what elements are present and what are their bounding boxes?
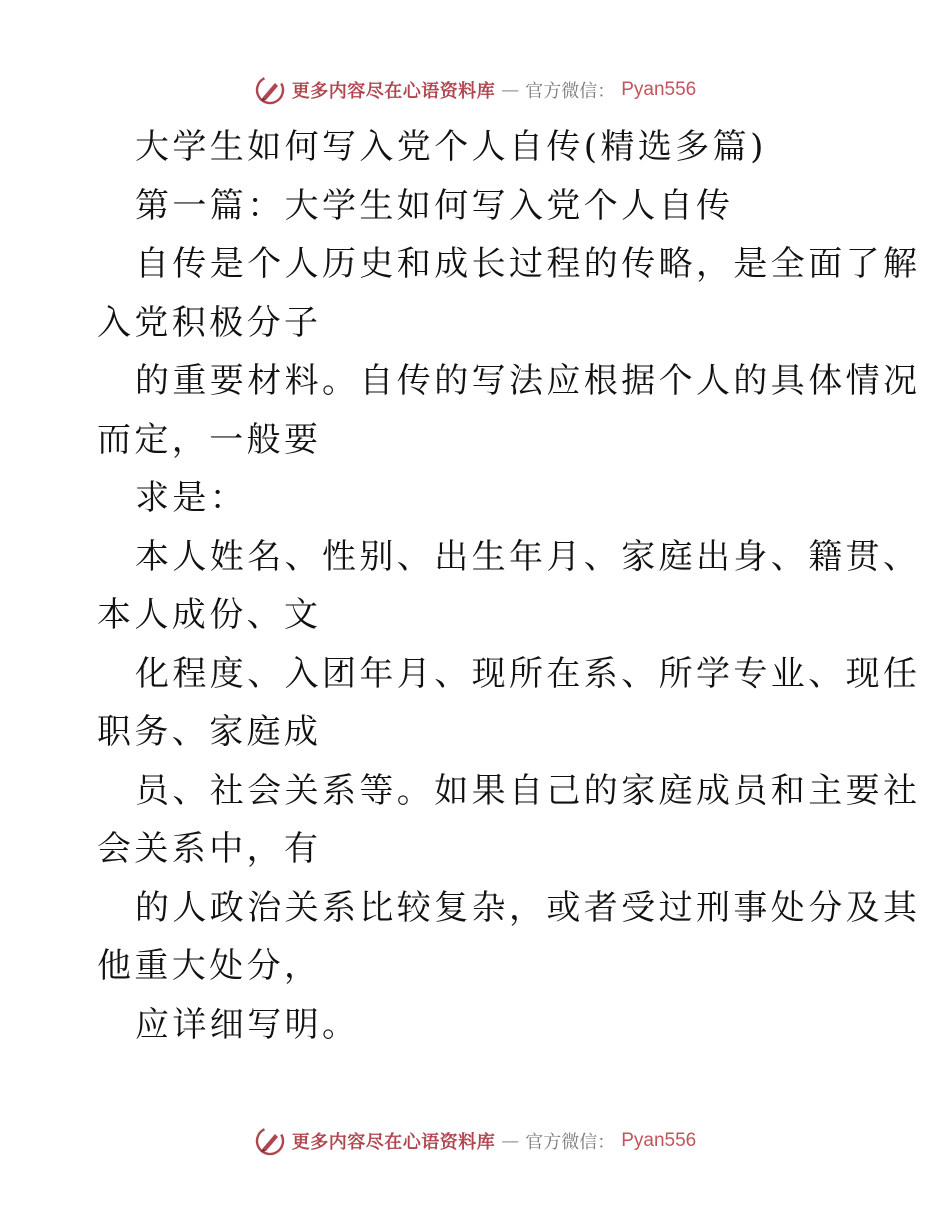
footer-watermark <box>0 1124 950 1158</box>
paragraph-line: 而定，一般要 <box>97 419 322 460</box>
watermark-official-label: 官方微信： <box>525 81 616 102</box>
header-watermark <box>0 73 950 107</box>
watermark-handle: Pyan556 <box>621 79 697 100</box>
paragraph-line: 员、社会关系等。如果自己的家庭成员和主要社 <box>135 770 921 811</box>
watermark-handle: Pyan556 <box>621 1130 697 1151</box>
paragraph-line: 自传是个人历史和成长过程的传略，是全面了解 <box>135 244 921 284</box>
paragraph-line: 会关系中，有 <box>97 829 322 869</box>
document-title: 大学生如何写入党个人自传(精选多篇) <box>135 127 767 167</box>
paragraph-line: 求是： <box>135 478 248 518</box>
pen-circle-logo-icon <box>254 1125 286 1157</box>
watermark-official-label: 官方微信： <box>525 1132 616 1153</box>
pen-circle-logo-icon <box>254 74 286 106</box>
watermark-main-text: 更多内容尽在心语资料库 <box>291 1132 496 1153</box>
document-body <box>97 118 921 1054</box>
paragraph-line: 的人政治关系比较复杂，或者受过刑事处分及其 <box>135 887 921 928</box>
paragraph-line: 本人成份、文 <box>97 595 322 635</box>
watermark-main-text: 更多内容尽在心语资料库 <box>291 81 496 102</box>
paragraph-line: 入党积极分子 <box>97 302 322 343</box>
paragraph-line: 本人姓名、性别、出生年月、家庭出身、籍贯、 <box>135 536 921 577</box>
paragraph-line: 职务、家庭成 <box>97 712 322 752</box>
paragraph-line: 他重大处分， <box>97 946 322 986</box>
section-heading: 第一篇：大学生如何写入党个人自传 <box>135 185 734 226</box>
paragraph-line: 化程度、入团年月、现所在系、所学专业、现任 <box>135 653 921 694</box>
watermark-dash: — <box>501 79 520 101</box>
watermark-dash: — <box>501 1130 520 1152</box>
paragraph-line: 的重要材料。自传的写法应根据个人的具体情况 <box>135 361 921 401</box>
paragraph-line: 应详细写明。 <box>135 1004 360 1045</box>
